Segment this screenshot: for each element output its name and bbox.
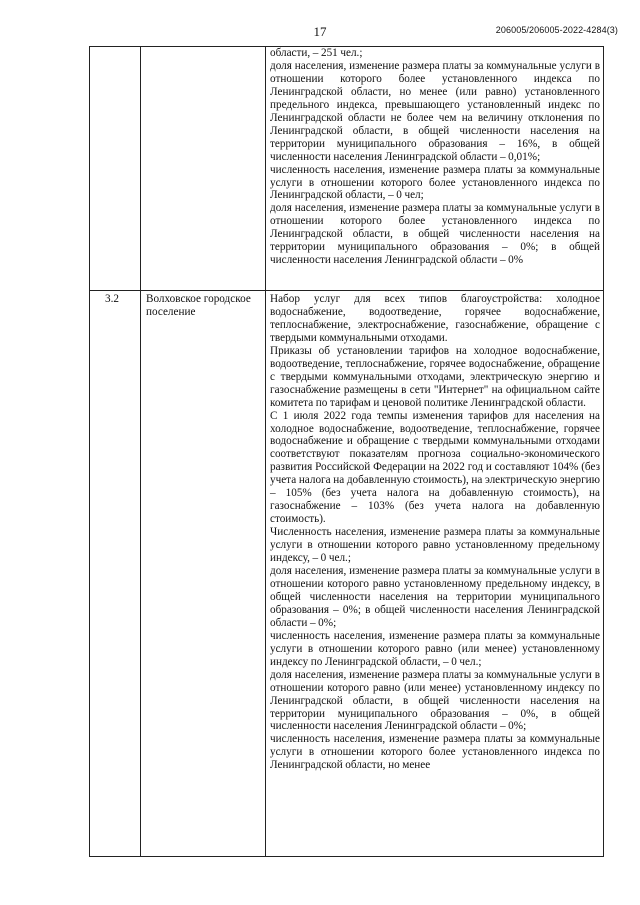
paragraph: Численность населения, изменение размера платы за коммунальные услуги в отношении которого равно установленному предельному индексу, – 0 чел.;: [270, 526, 600, 565]
paragraph: доля населения, изменение размера платы за коммунальные услуги в отношении которого более установленного индекса по Ленинградской области, но менее (или равно) установленного предельного индекса, превышающего установленный индекс по Ленинградской области не более чем на величину отклонения по Ленинградской области, в общей численности населения на территории муниципального образования – 16%, в общей численности населения Ленинградской области – 0,01%;: [270, 59, 600, 163]
row-content-cell: [266, 291, 604, 857]
paragraph: доля населения, изменение размера платы за коммунальные услуги в отношении которого равно (или менее) установленному индексу по Ленинградской области, в общей численности населения на территории муниципального образования – 0%, в общей численности населения Ленинградской области – 0%;: [270, 668, 600, 733]
row-name-cell: Волховское городское поселение: [141, 291, 266, 857]
paragraph: доля населения, изменение размера платы за коммунальные услуги в отношении которого более установленного индекса по Ленинградской области, в общей численности населения на территории муниципального образования – 0%; в общей численности населения Ленинградской области – 0%: [270, 202, 600, 267]
paragraph: области, – 251 чел.;: [270, 47, 363, 59]
tariff-table: [89, 46, 604, 857]
paragraph: численность населения, изменение размера платы за коммунальные услуги в отношении которого более установленного индекса по Ленинградской области, – 0 чел;: [270, 163, 600, 202]
table-row: [90, 291, 604, 857]
paragraph: численность населения, изменение размера платы за коммунальные услуги в отношении которого равно (или менее) установленному индексу по Ленинградской области, – 0 чел.;: [270, 629, 600, 668]
row-number-cell: [90, 47, 141, 291]
paragraph: Приказы об установлении тарифов на холодное водоснабжение, водоотведение, теплоснабжение, горячее водоснабжение, обращение с твердыми коммунальными отходами, электрическую энергию и газоснабжение размещены в сети "Интернет" на официальном сайте комитета по тарифам и ценовой политике Ленинградской области.: [270, 344, 600, 409]
document-code: 206005/206005-2022-4284(3): [495, 25, 618, 35]
row-content-cell: [266, 47, 604, 291]
paragraph: С 1 июля 2022 года темпы изменения тарифов для населения на холодное водоснабжение, водоотведение, теплоснабжение, горячее водоснабжение и обращение с твердыми коммунальными отходами соответствуют показателям прогноза социально-экономического развития Российской Федерации на 2022 год и составляют 104% (без учета налога на добавленную стоимость), на электрическую энергию – 105% (без учета налога на добавленную стоимость), на газоснабжение – 103% (без учета налога на добавленную стоимость).: [270, 409, 600, 526]
paragraph: численность населения, изменение размера платы за коммунальные услуги в отношении которого более установленного индекса по Ленинградской области, но менее: [270, 733, 600, 772]
paragraph: доля населения, изменение размера платы за коммунальные услуги в отношении которого равно установленному предельному индексу, в общей численности населения на территории муниципального образования – 0%; в общей численности населения Ленинградской области – 0%;: [270, 565, 600, 629]
paragraph: Набор услуг для всех типов благоустройства: холодное водоснабжение, водоотведение, горячее водоснабжение, теплоснабжение, электроснабжение, газоснабжение, обращение с твердыми коммунальными отходами.: [270, 293, 600, 344]
row-number-cell: 3.2: [90, 291, 141, 857]
page-number: 17: [313, 24, 327, 39]
table-row: [90, 47, 604, 291]
row-name-cell: [141, 47, 266, 291]
